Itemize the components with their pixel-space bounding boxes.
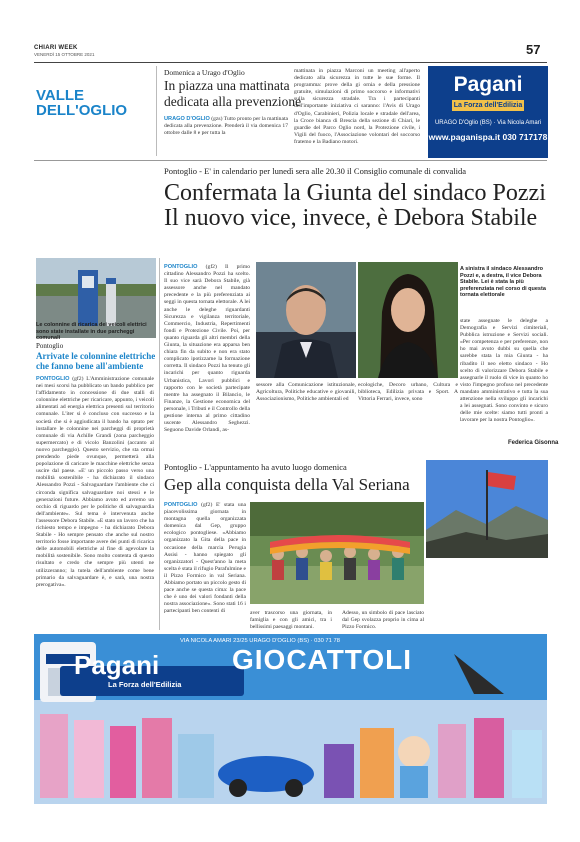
page-number: 57 bbox=[526, 42, 541, 57]
second-article-col3: Adesso, un simbolo di pace lasciato dal Gep svolazza proprio in cima al Pizzo Formico. bbox=[342, 610, 424, 631]
left-article-kicker: Pontoglio bbox=[36, 342, 64, 350]
publication-name: CHIARI WEEK bbox=[34, 45, 78, 51]
left-article-text: (gf2) L'Amministrazione comunale nei mesi scorsi ha pubblicato un bando pubblico per l'affidamento in concessione di due stalli di colonnine elettriche per ricaricare, appunto, i veicoli alimentati ad energia elettrica presenti sul territorio comunale. L'iter si è concluso con successo e la società che si è aggiudicata il bando ha optato per installare le colonnine nei parcheggi di proprietà comunale di via Achille Grandi (zona parcheggio supermercato) e di vicolo Banzolini (accanto al nuovo parcheggio). Questo servizio, che sta ormai prendendo piede ovunque, permetterà alla popolazione di caricare le macchine elettriche senza uscire dal paese. «E' un piccolo passo verso una mobilità sostenibile - ha dichiarato il sindaco Alessandro Pozzi - Salvaguardare l'ambiente che ci circonda significa salvaguardare noi stessi e le generazioni future. Abbiamo avuto ed avremo un occhio di riguardo per le politiche di salvaguardia dell'ambiente». Sul tema è intervenuta anche l'assessore Debora Stabile. «E stato un lavoro che ha richiesto tempo e impegno - ha dichiarato Debora Stabile - Ho sempre pensato che anche sul nostro territorio fosse importante avere dei punti di ricarica delle automobili elettriche al fine di agevolare la mobilità sostenibile. Sono molto contenta di questo risultato e credo che sempre più utenti ne utilizzeranno; la tutela dell'ambiente come bene primario da salvaguardare è, e sarà, una nostra prerogativa». bbox=[36, 376, 154, 588]
issue-date: VENERDÌ 15 OTTOBRE 2021 bbox=[34, 52, 95, 57]
main-article-headline-2: Il nuovo vice, invece, è Debora Stabile bbox=[164, 205, 538, 231]
section-divider bbox=[34, 160, 547, 161]
second-article-place: PONTOGLIO bbox=[164, 502, 198, 508]
left-article-headline: Arrivate le colonnine elettriche che fanno bene all'ambiente bbox=[36, 351, 156, 371]
main-article-col3: ecologiche, Decoro urbano, Cultura e biblioteca, Edilizia privata e Sport. A Vittoria Ferrari, invece, sono bbox=[358, 382, 458, 403]
main-article-place: PONTOGLIO bbox=[164, 264, 198, 270]
second-article-text1: (gf2) E' stata una piacevolissima giornata in montagna quella organizzata domenica dal Gep, gruppo ecologico pontogliese. «Abbiamo organizzato la Gita della pace in occasione della marcia Perugia Assisi - hanno spiegato gli organizzatori - Quest'anno la meta scelta è stata il rifugio Parafulmine e il Pizzo Formico in val Seriana. Abbiamo portato un piccolo gesto di pace anche se questa cima: la pace che è uno dei valori fondanti della nostra associazione». Sono stati 16 i partecipanti ben contenti di bbox=[164, 502, 246, 615]
column-rule bbox=[159, 258, 160, 630]
top-article-kicker: Domenica a Urago d'Oglio bbox=[164, 68, 245, 77]
mountain-flag-photo bbox=[426, 460, 548, 558]
section-title: VALLE DELL'OGLIO bbox=[36, 87, 128, 119]
top-article-col1 bbox=[164, 116, 288, 158]
top-article-headline-2: dedicata alla prevenzione bbox=[164, 94, 302, 109]
bottom-ad-title: GIOCATTOLI bbox=[232, 644, 413, 675]
left-article-body bbox=[36, 376, 154, 630]
ad-website[interactable]: www.paganispa.it 030 717178 bbox=[428, 132, 548, 142]
ad-brand: Pagani bbox=[453, 73, 523, 96]
top-article-text1: (gzs) Tutto pronto per la mattinata dedicata alla prevenzione. Prenderà il via domenica 17 ottobre dalle 8 e per tutta la bbox=[164, 116, 288, 137]
header-rule bbox=[34, 62, 547, 63]
second-article-col1 bbox=[164, 502, 246, 630]
group-hike-photo bbox=[250, 502, 424, 604]
bottom-ad-address: VIA NICOLA AMARI 23/25 URAGO D'OGLIO (BS) · 030 71 78 bbox=[180, 638, 340, 644]
mayor-photo bbox=[256, 262, 356, 378]
pagani-ad-top[interactable] bbox=[428, 66, 548, 158]
main-photo-caption: A sinistra il sindaco Alessandro Pozzi e, a destra, il vice Debora Stabile. Lei è stata la più preferenziata nel corso di questa tornata elettorale bbox=[460, 266, 546, 298]
main-article-col2: sessore alla Comunicazione istituzionale, Agricoltura, Politiche educative e giovanili, Associazionismo, Politiche ambientali ed bbox=[256, 382, 356, 403]
ad-address: URAGO D'Oglio (BS) · Via Nicola Amari bbox=[434, 120, 542, 126]
column-rule bbox=[156, 66, 157, 156]
main-article-col1 bbox=[164, 264, 250, 450]
bottom-ad-brand: Pagani bbox=[74, 650, 160, 680]
main-article-kicker: Pontoglio - E' in calendario per lunedì sera alle 20.30 il Consiglio comunale di convalida bbox=[164, 166, 467, 176]
ad-slogan: La Forza dell'Edilizia bbox=[453, 102, 523, 109]
second-article-kicker: Pontoglio - L'appuntamento ha avuto luogo domenica bbox=[164, 462, 347, 472]
top-article-headline-1: In piazza una mattinata bbox=[164, 78, 290, 93]
main-article-signature: Federica Gisonna bbox=[508, 440, 559, 446]
second-article-col2: aver trascorso una giornata, in famiglia e con gli amici, tra i bellissimi paesaggi montani. bbox=[250, 610, 332, 631]
main-article-col4: state assegnate le deleghe a Demografia e Servizi cimiteriali, Pubblica istruzione e Servizi sociali. «Per competenza e per preferenze, non ho mai avuto dubbi su quella che sarebbe stata la mia Giunta - ha ribadito il neo eletto sindaco - Ho scelto di valorizzare Debora Stabile e assegnarle il ruolo di vice in quanto ho visto l'impegno profuso nel precedente mandato amministrativo e tutta la sua attenzione nella sviluppo gli incarichi a lei assegnati. Sono convinto e sicuro delle mie scelte: siamo tutti pronti a lavorare per la nostra Pontoglio». bbox=[460, 318, 548, 424]
vice-mayor-photo bbox=[358, 262, 458, 378]
main-article-text1: (gf2) Il primo cittadino Alessandro Pozzi ha scelto. Il suo vice sarà Debora Stabile, già assessore anche nel mandato precedente e la più preferenziata ai seggi in questa tornata elettorale. A lei anche le deleghe riguardanti Sicurezza e vigilanza territoriale, Commercio, Industria, Repertimenti fondi e Protezione Civile. Poi, per quanto riguarda gli altri membri della Giunta, la situazione era apparsa ben chiara fin da subito e non era stato complicato ipotizzarne la formazione corretta. Il sindaco Pozzi ha tenuto gli incarichi per quanto riguarda Urbanistica, Lavori pubblici e rapporto con le società partecipate mentre ha assegnato il Bilancio, le Finanze, la Gestione economica del personale, i Tributi e il Controllo della gestione interna al primo cittadino uscente Alessandro Seghezzi. Seguono Davide Orlandi, as- bbox=[164, 264, 250, 434]
top-article-place: URAGO D'OGLIO bbox=[164, 116, 210, 122]
main-article-headline-1: Confermata la Giunta del sindaco Pozzi bbox=[164, 180, 546, 206]
bottom-ad-slogan: La Forza dell'Edilizia bbox=[108, 680, 182, 689]
second-article-headline: Gep alla conquista della Val Seriana bbox=[164, 475, 410, 494]
charging-photo-caption: Le colonnine di ricarica dei veicoli elettrici sono state installate in due parcheggi comunali bbox=[36, 322, 147, 341]
left-article-place: PONTOGLIO bbox=[36, 376, 70, 382]
top-article-col2: mattinata in piazza Marconi un meeting all'aperto dedicato alla sicurezza in tutte le sue forme. Il programma: prove della gi ornia e della pressione gratuite, simulazioni di primo soccorso e informativi sulla sicurezza stradale. Tra i partecipanti dell'importante iniziativa ci saranno: l'Avis di Urago d'Oglio, Carabinieri, Polizia locale e stradale dell'area, la Croce bianca di Brescia della sezione di Chiari, le guardie del Parco Oglio nord, la Protezione civile, i Vigili del fuoco, l'Associazione volontari del soccorso fratemo e la Badiano motori. bbox=[294, 68, 420, 145]
